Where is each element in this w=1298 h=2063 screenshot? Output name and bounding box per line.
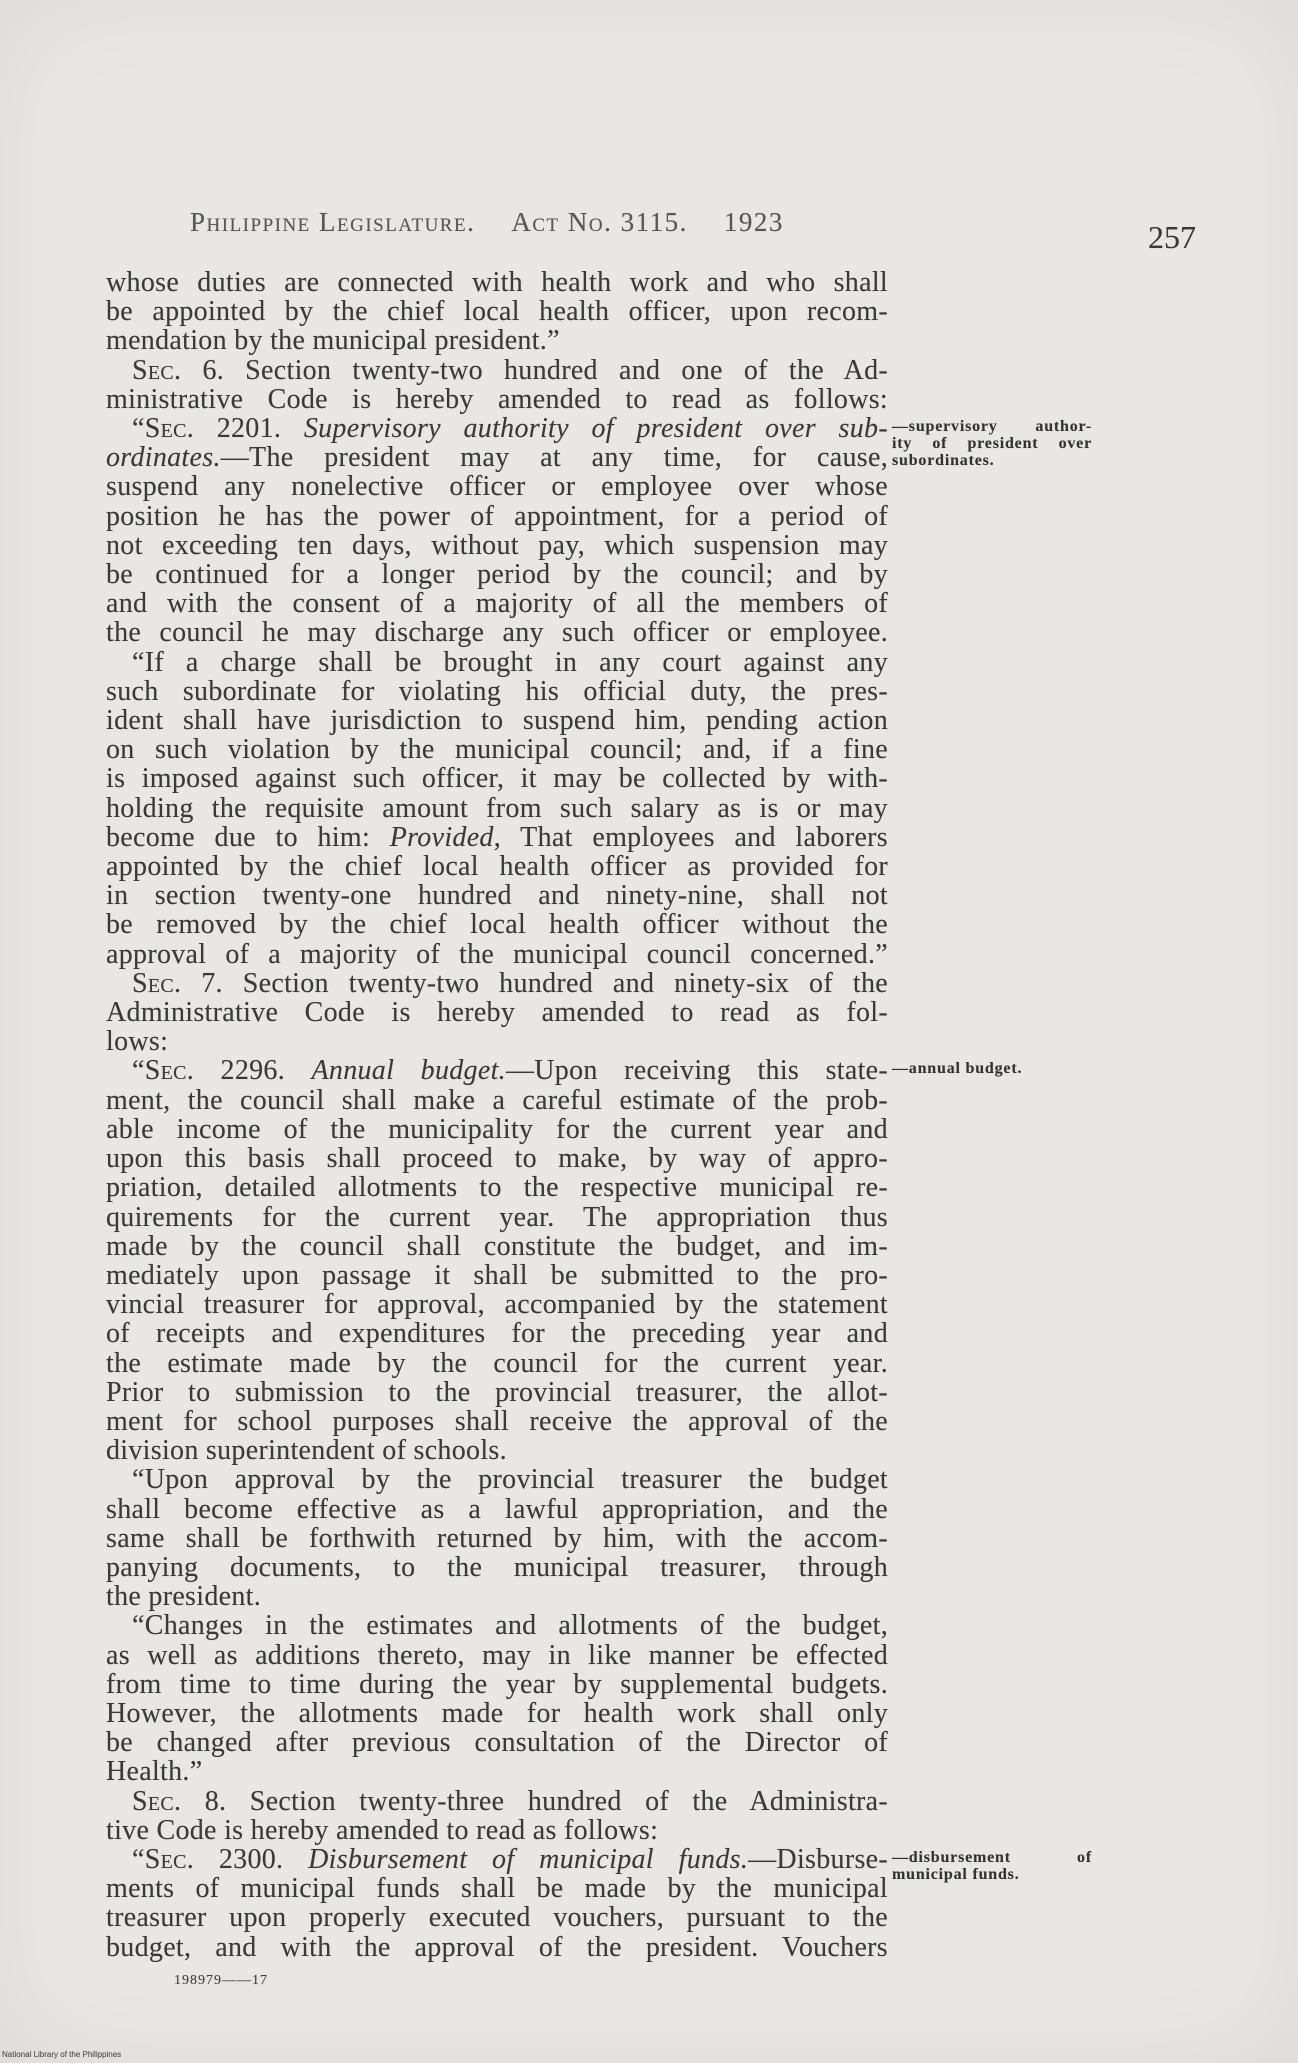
text-line (106, 297, 888, 326)
small-caps-run: Sec. (144, 413, 195, 445)
text-run: be removed by the chief local health officer without the (106, 909, 888, 941)
text-line (106, 764, 888, 793)
text-run: Health.” (106, 1756, 203, 1788)
text-line (106, 1173, 888, 1202)
margin-note (892, 1060, 1092, 1077)
text-line (106, 910, 888, 939)
text-line (106, 823, 888, 852)
text-run: position he has the power of appointment, for a period of (106, 500, 888, 532)
text-run: division superintendent of schools. (106, 1435, 507, 1467)
margin-note-line: municipal funds. (892, 1865, 1020, 1883)
text-run: ministrative Code is hereby amended to read as follows: (106, 383, 888, 415)
paragraph (106, 1611, 888, 1786)
text-run: priation, detailed allotments to the respective municipal re- (106, 1172, 888, 1204)
text-run: vincial treasurer for approval, accompanied by the statement (106, 1289, 888, 1321)
text-line (106, 502, 888, 531)
text-line (106, 998, 888, 1027)
text-line (106, 1232, 888, 1261)
text-run: not exceeding ten days, without pay, which suspension may (106, 529, 888, 561)
text-run: on such violation by the municipal council; and, if a fine (106, 734, 888, 766)
text-line (106, 1436, 888, 1465)
text-line (106, 1027, 888, 1056)
text-line (106, 881, 888, 910)
text-run: shall become effective as a lawful appropriation, and the (106, 1493, 888, 1525)
text-run: mediately upon passage it shall be submitted to the pro- (106, 1259, 888, 1291)
italic-run: Supervisory authority of president over sub- (303, 413, 888, 445)
text-run: from time to time during the year by supplemental budgets. (106, 1668, 888, 1700)
small-caps-run: Sec. (132, 967, 182, 999)
margin-note-line: ity of president over (892, 435, 1092, 453)
text-run: become due to him: (106, 821, 390, 853)
text-run: and with the consent of a majority of all the members of (106, 588, 888, 620)
text-line (106, 1115, 888, 1144)
text-run: whose duties are connected with health work and who shall (106, 267, 888, 298)
text-line (106, 1699, 888, 1728)
text-line (106, 1874, 888, 1903)
text-run: Prior to submission to the provincial treasurer, the allot- (106, 1376, 888, 1408)
scan-credit: National Library of the Philippines (2, 2050, 122, 2059)
text-run: 8. Section twenty-three hundred of the Administra- (181, 1785, 888, 1817)
text-run: 2300. (194, 1843, 309, 1875)
text-run: “ (132, 1843, 145, 1875)
text-run: such subordinate for violating his official duty, the pres- (106, 675, 888, 707)
text-run: 2201. (194, 413, 304, 445)
text-run: treasurer upon properly executed vouchers, pursuant to the (106, 1902, 888, 1934)
text-run: 7. Section twenty-two hundred and ninety-six of the (181, 967, 888, 999)
text-line (106, 443, 888, 472)
text-line (106, 1903, 888, 1932)
text-run: approval of a majority of the municipal council concerned.” (106, 938, 888, 970)
text-run: made by the council shall constitute the budget, and im- (106, 1230, 888, 1262)
small-caps-run: Sec. (144, 1843, 195, 1875)
paragraph (106, 356, 888, 414)
small-caps-run: Sec. (132, 1785, 182, 1817)
text-line (106, 706, 888, 735)
text-line (106, 618, 888, 647)
text-run: “If a charge shall be brought in any court against any (132, 646, 888, 678)
text-run: —The president may at any time, for cause, (220, 442, 888, 474)
small-caps-run: Sec. (132, 354, 182, 386)
text-line (106, 1757, 888, 1786)
text-run: “ (132, 1055, 145, 1087)
text-run: “Changes in the estimates and allotments of the budget, (132, 1610, 888, 1642)
text-run: same shall be forthwith returned by him, with the accom- (106, 1522, 888, 1554)
text-run: ments of municipal funds shall be made by the municipal (106, 1873, 888, 1905)
text-run: Administrative Code is hereby amended to read as fol- (106, 997, 888, 1029)
text-line (106, 735, 888, 764)
text-line (106, 1378, 888, 1407)
text-run: holding the requisite amount from such salary as is or may (106, 792, 888, 824)
paragraph (106, 1787, 888, 1845)
text-line (106, 648, 888, 677)
margin-note (892, 1849, 1092, 1883)
text-line (106, 1670, 888, 1699)
text-run: the president. (106, 1581, 262, 1613)
paragraph (106, 268, 888, 356)
running-head (190, 206, 784, 238)
text-line (106, 794, 888, 823)
text-line (106, 1319, 888, 1348)
text-line (106, 1203, 888, 1232)
text-run: However, the allotments made for health work shall only (106, 1697, 888, 1729)
text-line (106, 1465, 888, 1494)
text-line (106, 1524, 888, 1553)
text-run: —Disburse- (748, 1843, 888, 1875)
text-line (106, 1144, 888, 1173)
text-line (106, 385, 888, 414)
text-run: the council he may discharge any such officer or employee. (106, 617, 888, 649)
text-line (106, 1086, 888, 1115)
text-line (106, 1816, 888, 1845)
text-run: quirements for the current year. The appropriation thus (106, 1201, 888, 1233)
paragraph (106, 413, 1092, 649)
text-line (106, 1611, 888, 1640)
text-run: be appointed by the chief local health officer, upon recom- (106, 296, 888, 328)
text-run: ment, the council shall make a careful estimate of the prob- (106, 1084, 888, 1116)
text-line (106, 560, 888, 589)
text-line (106, 1787, 888, 1816)
text-line (106, 1056, 888, 1085)
text-run: be changed after previous consultation of the Director of (106, 1727, 888, 1759)
text-run: budget, and with the approval of the president. Vouchers (106, 1931, 888, 1963)
text-run: , That employees and laborers (493, 821, 888, 853)
text-line (106, 1728, 888, 1757)
margin-note-line: —disbursement of (892, 1848, 1092, 1866)
text-line (106, 940, 888, 969)
italic-run: Annual budget. (311, 1055, 506, 1087)
text-run: “Upon approval by the provincial treasurer the budget (132, 1464, 888, 1496)
signature-mark: 198979——17 (174, 1973, 268, 1988)
text-line (106, 1261, 888, 1290)
text-run: appointed by the chief local health officer as provided for (106, 851, 888, 883)
text-run: mendation by the municipal president.” (106, 325, 560, 357)
margin-note-line: —supervisory author- (892, 418, 1092, 436)
text-run: of receipts and expenditures for the preceding year and (106, 1318, 888, 1350)
text-run: upon this basis shall proceed to make, by way of appro- (106, 1143, 888, 1175)
italic-run: Provided (389, 821, 494, 853)
act-number: Act No. 3115. (511, 207, 688, 237)
text-line (106, 1495, 888, 1524)
text-run: 2296. (194, 1055, 312, 1087)
text-line (106, 969, 888, 998)
paragraph (106, 1055, 1023, 1467)
text-line (106, 1582, 888, 1611)
text-run: 6. Section twenty-two hundred and one of the Ad- (181, 354, 888, 386)
text-run: be continued for a longer period by the council; and by (106, 559, 888, 591)
small-caps-run: Sec. (144, 1055, 195, 1087)
running-title: Philippine Legislature. (190, 207, 476, 237)
body-text (106, 267, 1092, 1963)
text-line (106, 472, 888, 501)
text-line (106, 1553, 888, 1582)
text-line (106, 356, 888, 385)
text-line (106, 531, 888, 560)
paragraph (106, 1843, 1092, 1963)
text-line (106, 589, 888, 618)
text-run: —Upon receiving this state- (505, 1055, 888, 1087)
year: 1923 (723, 207, 784, 237)
text-run: ment for school purposes shall receive the approval of the (106, 1405, 888, 1437)
page-number: 257 (1148, 219, 1196, 255)
paragraph (106, 648, 888, 969)
text-run: ident shall have jurisdiction to suspend him, pending action (106, 705, 888, 737)
text-line (106, 1845, 888, 1874)
text-run: “ (132, 413, 145, 445)
paragraph (106, 1465, 888, 1611)
text-line (106, 852, 888, 881)
italic-run: Disbursement of municipal funds. (308, 1843, 749, 1875)
text-line (106, 1933, 888, 1962)
text-run: tive Code is hereby amended to read as follows: (106, 1814, 659, 1846)
text-line (106, 1641, 888, 1670)
text-line (106, 326, 888, 355)
text-run: the estimate made by the council for the current year. (106, 1347, 888, 1379)
text-line (106, 268, 888, 297)
text-run: panying documents, to the municipal treasurer, through (106, 1551, 888, 1583)
margin-note (892, 418, 1092, 469)
text-run: lows: (106, 1026, 169, 1058)
margin-note-line: subordinates. (892, 452, 995, 470)
text-run: is imposed against such officer, it may be collected by with- (106, 763, 888, 795)
text-line (106, 1407, 888, 1436)
paragraph (106, 969, 888, 1057)
italic-run: ordinates. (106, 442, 221, 474)
text-run: in section twenty-one hundred and ninety-nine, shall not (106, 880, 888, 912)
text-run: suspend any nonelective officer or employee over whose (106, 471, 888, 503)
margin-note-line: —annual budget. (892, 1060, 1023, 1078)
text-line (106, 1290, 888, 1319)
text-run: able income of the municipality for the current year and (106, 1113, 888, 1145)
text-run: as well as additions thereto, may in like manner be effected (106, 1639, 888, 1671)
text-line (106, 414, 888, 443)
text-line (106, 677, 888, 706)
text-line (106, 1349, 888, 1378)
